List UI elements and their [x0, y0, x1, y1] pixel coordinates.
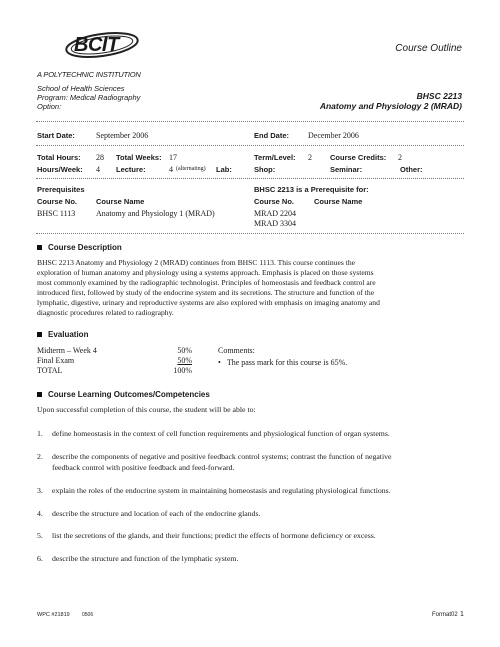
prereq-for-col-name: Course Name [314, 197, 363, 206]
logo-text: BCIT [74, 34, 119, 56]
bullet-icon: • [218, 358, 221, 367]
lecture-value: 4 [169, 165, 173, 174]
lecture-label: Lecture: [116, 165, 146, 174]
outcome-number: 6. [37, 554, 43, 563]
total-hours-value: 28 [96, 153, 104, 162]
description-body [37, 258, 467, 318]
prereq-for-course-no: MRAD 2204 [254, 209, 297, 218]
outcome-number: 5. [37, 531, 43, 540]
prereq-heading: Prerequisites [37, 185, 85, 194]
outcomes-heading [37, 390, 210, 399]
tagline: A POLYTECHNIC INSTITUTION [37, 70, 141, 79]
divider [36, 121, 464, 122]
total-weeks-label: Total Weeks: [116, 153, 162, 162]
outcome-item [37, 553, 467, 564]
evaluation-item: TOTAL [37, 366, 63, 375]
outcome-number: 2. [37, 452, 43, 461]
evaluation-heading [37, 330, 88, 339]
bcit-logo [62, 28, 140, 64]
hours-week-label: Hours/Week: [37, 165, 83, 174]
outcomes-intro: Upon successful completion of this course, the student will be able to: [37, 405, 256, 414]
course-title: Anatomy and Physiology 2 (MRAD) [319, 101, 462, 111]
outcome-number: 3. [37, 486, 43, 495]
outcome-item [37, 530, 467, 541]
comments-label: Comments: [218, 346, 255, 355]
prereq-col-name: Course Name [96, 197, 145, 206]
outcome-item [37, 428, 467, 439]
outcome-text: explain the roles of the endocrine system in maintaining homeostasis and regulating physiological functions. [52, 486, 391, 495]
other-label: Other: [400, 165, 423, 174]
outcome-text: feedback control with positive feedback and feed-forward. [52, 463, 235, 472]
outcome-text: describe the structure and function of the lymphatic system. [52, 554, 239, 563]
prereq-course-no: BHSC 1113 [37, 209, 76, 218]
hours-week-value: 4 [96, 165, 100, 174]
description-line: exploration of human anatomy and physiology using a systems approach. Emphasis is placed on those systems [37, 268, 374, 277]
school-name: School of Health Sciences [37, 84, 125, 93]
seminar-label: Seminar: [330, 165, 363, 174]
description-line: BHSC 2213 Anatomy and Physiology 2 (MRAD) continues from BHSC 1113. This course continues the [37, 258, 356, 267]
prereq-for-heading: BHSC 2213 is a Prerequisite for: [254, 185, 369, 194]
square-bullet-icon [37, 245, 42, 250]
evaluation-pct: 50% [177, 356, 192, 365]
evaluation-pct: 100% [173, 366, 192, 375]
page-number: 1 [460, 611, 464, 618]
term-level-value: 2 [308, 153, 312, 162]
comment-text: The pass mark for this course is 65%. [226, 358, 348, 367]
outcome-item [37, 451, 467, 473]
outcome-text: describe the structure and location of each of the endocrine glands. [52, 509, 261, 518]
footer-doc-id: WPC #21819 [37, 612, 70, 618]
end-date-value: December 2006 [308, 131, 359, 140]
total-hours-label: Total Hours: [37, 153, 81, 162]
prereq-for-course-no: MRAD 3304 [254, 219, 297, 228]
description-line: diagnostic procedures related to radiography. [37, 308, 174, 317]
description-line: lymphatic, digestive, urinary and reproductive systems are also explored with emphasis on imaging anatomy and [37, 298, 380, 307]
program-name: Program: Medical Radiography [37, 93, 141, 102]
outcome-number: 1. [37, 429, 43, 438]
divider [36, 178, 464, 179]
course-code: BHSC 2213 [416, 91, 462, 101]
prereq-course-name: Anatomy and Physiology 1 (MRAD) [96, 209, 215, 218]
total-weeks-value: 17 [169, 153, 177, 162]
option-label: Option: [37, 102, 62, 111]
prereq-for-col-no: Course No. [254, 197, 295, 206]
lecture-note: (alternating) [176, 166, 206, 172]
outcome-text: describe the components of negative and positive feedback control systems; contrast the function of negative [52, 452, 392, 461]
footer-format: Format02 [432, 612, 458, 618]
description-heading-text: Course Description [48, 243, 122, 252]
outcome-item [37, 508, 467, 519]
outcome-text: list the secretions of the glands, and their functions; predict the effects of hormone deficiency or excess. [52, 531, 376, 540]
start-date-value: September 2006 [96, 131, 149, 140]
evaluation-item: Final Exam [37, 356, 75, 365]
doc-type: Course Outline [395, 43, 462, 54]
comment-item [218, 358, 347, 367]
evaluation-item: Midterm – Week 4 [37, 346, 97, 355]
outcome-text: define homeostasis in the context of cell function requirements and physiological function of organ systems. [52, 429, 390, 438]
description-line: introduced first, followed by study of the endocrine system and its secretions. The structure and function of the [37, 288, 375, 297]
divider [36, 233, 464, 234]
term-level-label: Term/Level: [254, 153, 296, 162]
start-date-label: Start Date: [37, 131, 75, 140]
evaluation-pct: 50% [177, 346, 192, 355]
footer-doc-code: 0506 [82, 612, 94, 618]
description-heading [37, 243, 122, 252]
lab-label: Lab: [216, 165, 232, 174]
divider [36, 145, 464, 146]
prereq-col-no: Course No. [37, 197, 78, 206]
square-bullet-icon [37, 392, 42, 397]
course-credits-label: Course Credits: [330, 153, 387, 162]
outcomes-heading-text: Course Learning Outcomes/Competencies [48, 390, 210, 399]
square-bullet-icon [37, 332, 42, 337]
evaluation-heading-text: Evaluation [48, 330, 89, 339]
outcome-number: 4. [37, 509, 43, 518]
course-credits-value: 2 [398, 153, 402, 162]
end-date-label: End Date: [254, 131, 290, 140]
outcome-item [37, 485, 467, 496]
shop-label: Shop: [254, 165, 276, 174]
description-line: most commonly examined by the radiographic technologist. Principles of homeostasis and feedback control are [37, 278, 376, 287]
